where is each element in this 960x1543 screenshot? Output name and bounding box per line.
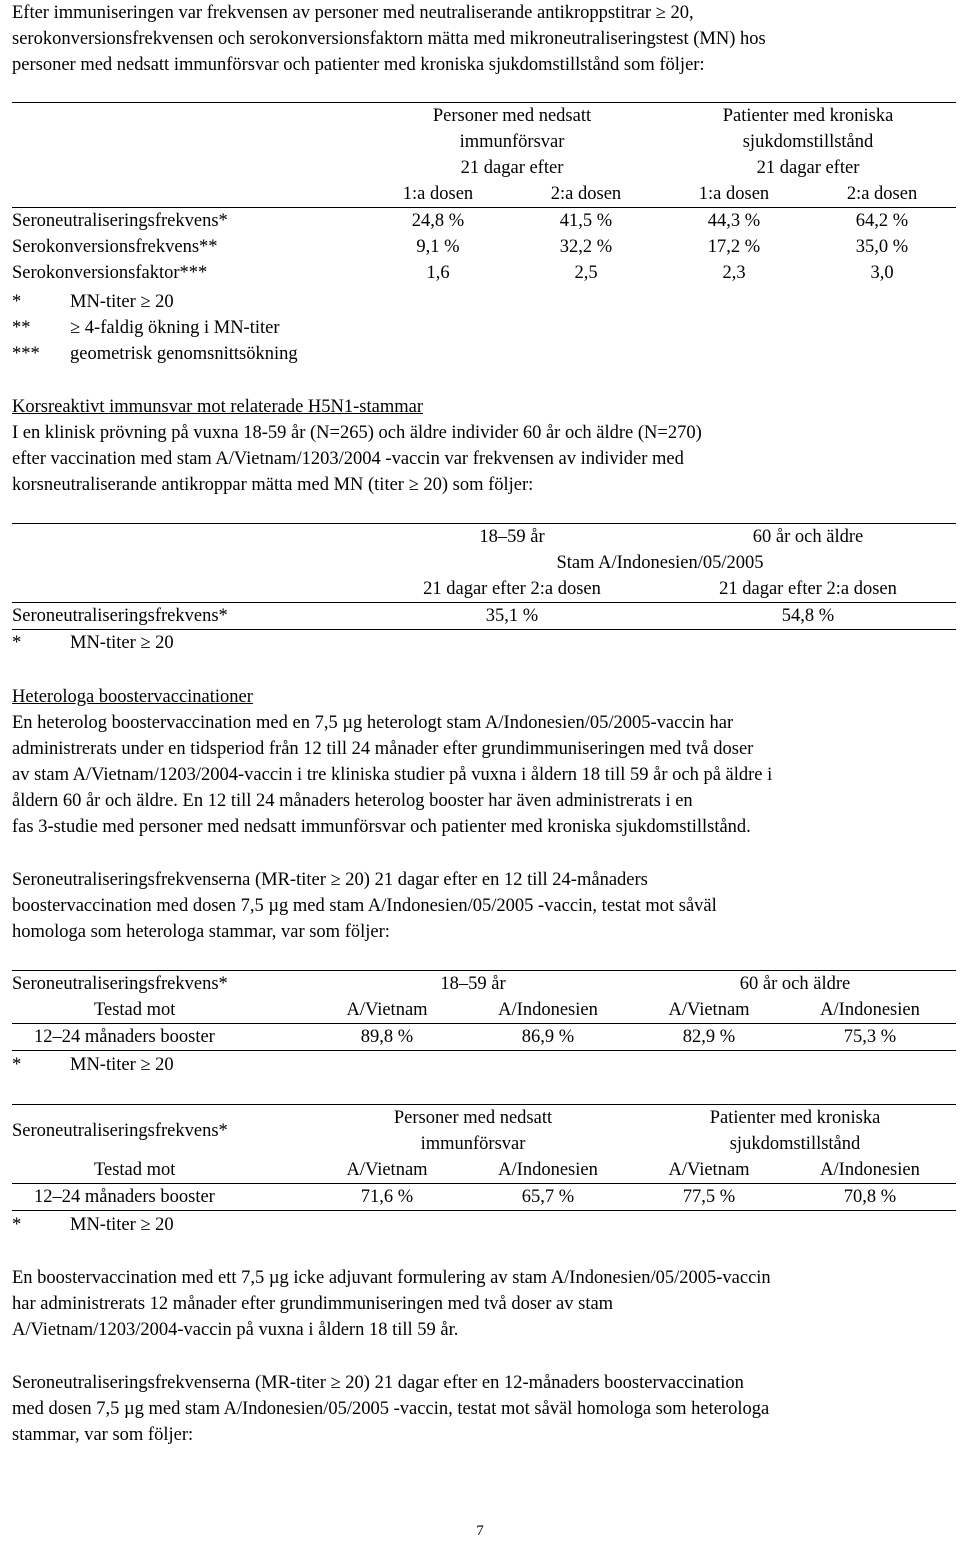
text-line: personer med nedsatt immunförsvar och patienter med kroniska sjukdomstillstånd som följer: (12, 55, 705, 75)
row-label: Serokonversionsfaktor*** (12, 263, 208, 283)
section-heading: Heterologa boostervaccinationer (12, 687, 253, 707)
table-cell: 1,6 (426, 263, 450, 283)
column-header: A/Vietnam (668, 1000, 750, 1020)
text-line: har administrerats 12 månader efter grundimmuniseringen med två doser av stam (12, 1294, 614, 1314)
footnote-text: MN-titer ≥ 20 (70, 633, 174, 653)
table1-footnotes (12, 289, 298, 367)
column-header: A/Vietnam (668, 1160, 750, 1180)
column-header: 21 dagar efter 2:a dosen (719, 579, 897, 599)
page-number: 7 (476, 1523, 484, 1539)
column-header: 60 år och äldre (752, 527, 864, 547)
table2-footnote (12, 630, 174, 656)
table-cell: 41,5 % (559, 211, 613, 231)
column-header: A/Vietnam (346, 1000, 428, 1020)
group-header-line: sjukdomstillstånd (742, 132, 874, 152)
table-cell: 71,6 % (360, 1187, 414, 1207)
table-cell: 64,2 % (855, 211, 909, 231)
section-heading: Korsreaktivt immunsvar mot relaterade H5N1-stammar (12, 397, 423, 417)
heterologous-booster-section (12, 684, 952, 840)
column-header: 2:a dosen (550, 184, 622, 204)
footnote-mark: * (12, 1215, 22, 1235)
column-header: A/Indonesien (820, 1160, 920, 1180)
column-header: 1:a dosen (698, 184, 770, 204)
table-cell: 35,1 % (485, 606, 539, 626)
text-line: serokonversionsfrekvensen och serokonversionsfaktorn mätta med mikroneutraliseringstest (MN) hos (12, 29, 766, 49)
column-header: A/Indonesien (498, 1000, 598, 1020)
column-header: 21 dagar efter 2:a dosen (423, 579, 601, 599)
row-label: Seroneutraliseringsfrekvens* (12, 606, 228, 626)
table-cell: 89,8 % (360, 1027, 414, 1047)
text-line: åldern 60 år och äldre. En 12 till 24 månaders heterolog booster har även administrerats i en (12, 791, 693, 811)
table-cell: 9,1 % (416, 237, 460, 257)
column-header: 2:a dosen (846, 184, 918, 204)
group-header-line: sjukdomstillstånd (729, 1134, 861, 1154)
table-cell: 65,7 % (521, 1187, 575, 1207)
table-cell: 2,3 (722, 263, 746, 283)
text-line: En heterolog boostervaccination med en 7,5 µg heterologt stam A/Indonesien/05/2005-vaccin har (12, 713, 734, 733)
footnote-mark: * (12, 1055, 22, 1075)
column-header: 18–59 år (440, 974, 506, 994)
intro-paragraph (12, 0, 952, 78)
row-label: Seroneutraliseringsfrekvens* (12, 211, 228, 231)
group-header-line: 21 dagar efter (756, 158, 860, 178)
text-line: A/Vietnam/1203/2004-vaccin på vuxna i åldern 18 till 59 år. (12, 1320, 459, 1340)
booster-result-paragraph (12, 1370, 952, 1448)
group-header-chronic: Patienter med kroniska (709, 1108, 881, 1128)
table-cell: 24,8 % (411, 211, 465, 231)
group-header-chronic: Patienter med kroniska (722, 106, 894, 126)
non-adjuvanted-booster-paragraph (12, 1265, 952, 1343)
text-line: av stam A/Vietnam/1203/2004-vaccin i tre kliniska studier på vuxna i åldern 18 till 59 år och på äldre i (12, 765, 773, 785)
table4-footnote (12, 1212, 174, 1238)
table-cell: 82,9 % (682, 1027, 736, 1047)
group-header-line: immunförsvar (459, 132, 565, 152)
group-header-immunocompromised: Personer med nedsatt (432, 106, 592, 126)
text-line: med dosen 7,5 µg med stam A/Indonesien/05/2005 -vaccin, testat mot såväl homologa som heterologa (12, 1399, 770, 1419)
table-cell: 17,2 % (707, 237, 761, 257)
table-cell: 77,5 % (682, 1187, 736, 1207)
row-label: 12–24 månaders booster (34, 1027, 215, 1047)
cross-reactive-section (12, 394, 952, 498)
strain-header: Stam A/Indonesien/05/2005 (556, 553, 764, 573)
footnote-text: geometrisk genomsnittsökning (70, 344, 298, 364)
text-line: Seroneutraliseringsfrekvenserna (MR-titer ≥ 20) 21 dagar efter en 12-månaders boostervaccination (12, 1373, 744, 1393)
footnote-text: MN-titer ≥ 20 (70, 1215, 174, 1235)
booster-age-table (12, 970, 956, 1051)
text-line: Efter immuniseringen var frekvensen av personer med neutraliserande antikroppstitrar ≥ 20, (12, 3, 694, 23)
table-cell: 86,9 % (521, 1027, 575, 1047)
immunogenicity-table (12, 102, 956, 286)
cross-reactive-table (12, 523, 956, 630)
text-line: korsneutraliserande antikroppar mätta med MN (titer ≥ 20) som följer: (12, 475, 534, 495)
footnote-mark: * (12, 633, 22, 653)
row-label: 12–24 månaders booster (34, 1187, 215, 1207)
table-label: Seroneutraliseringsfrekvens* (12, 974, 228, 994)
table-cell: 32,2 % (559, 237, 613, 257)
text-line: boostervaccination med dosen 7,5 µg med stam A/Indonesien/05/2005 -vaccin, testat mot såväl (12, 896, 717, 916)
row-label: Testad mot (94, 1000, 176, 1020)
text-line: administrerats under en tidsperiod från 12 till 24 månader efter grundimmuniseringen med två doser (12, 739, 754, 759)
footnote-mark: * (12, 292, 22, 312)
table-cell: 44,3 % (707, 211, 761, 231)
table-cell: 54,8 % (781, 606, 835, 626)
booster-patient-table (12, 1104, 956, 1211)
group-header-immunocompromised: Personer med nedsatt (393, 1108, 553, 1128)
column-header: 18–59 år (479, 527, 545, 547)
text-line: Seroneutraliseringsfrekvenserna (MR-titer ≥ 20) 21 dagar efter en 12 till 24-månaders (12, 870, 648, 890)
column-header: 60 år och äldre (739, 974, 851, 994)
column-header: A/Vietnam (346, 1160, 428, 1180)
text-line: En boostervaccination med ett 7,5 µg icke adjuvant formulering av stam A/Indonesien/05/2005-vaccin (12, 1268, 771, 1288)
column-header: A/Indonesien (498, 1160, 598, 1180)
column-header: 1:a dosen (402, 184, 474, 204)
table-cell: 2,5 (574, 263, 598, 283)
heterologous-booster-paragraph (12, 867, 952, 945)
table-label: Seroneutraliseringsfrekvens* (12, 1121, 228, 1141)
text-line: stammar, var som följer: (12, 1425, 194, 1445)
table3-footnote (12, 1052, 174, 1078)
footnote-mark: *** (12, 344, 40, 364)
text-line: I en klinisk prövning på vuxna 18-59 år (N=265) och äldre individer 60 år och äldre (N=270) (12, 423, 702, 443)
row-label: Serokonversionsfrekvens** (12, 237, 218, 257)
table-cell: 3,0 (870, 263, 894, 283)
table-cell: 75,3 % (843, 1027, 897, 1047)
footnote-text: MN-titer ≥ 20 (70, 1055, 174, 1075)
row-label: Testad mot (94, 1160, 176, 1180)
footnote-text: MN-titer ≥ 20 (70, 292, 174, 312)
footnote-mark: ** (12, 318, 31, 338)
table-cell: 35,0 % (855, 237, 909, 257)
text-line: efter vaccination med stam A/Vietnam/1203/2004 -vaccin var frekvensen av individer med (12, 449, 684, 469)
group-header-line: immunförsvar (420, 1134, 526, 1154)
text-line: fas 3-studie med personer med nedsatt immunförsvar och patienter med kroniska sjukdomstillstånd. (12, 817, 751, 837)
footnote-text: ≥ 4-faldig ökning i MN-titer (70, 318, 280, 338)
text-line: homologa som heterologa stammar, var som följer: (12, 922, 390, 942)
table-cell: 70,8 % (843, 1187, 897, 1207)
group-header-line: 21 dagar efter (460, 158, 564, 178)
column-header: A/Indonesien (820, 1000, 920, 1020)
